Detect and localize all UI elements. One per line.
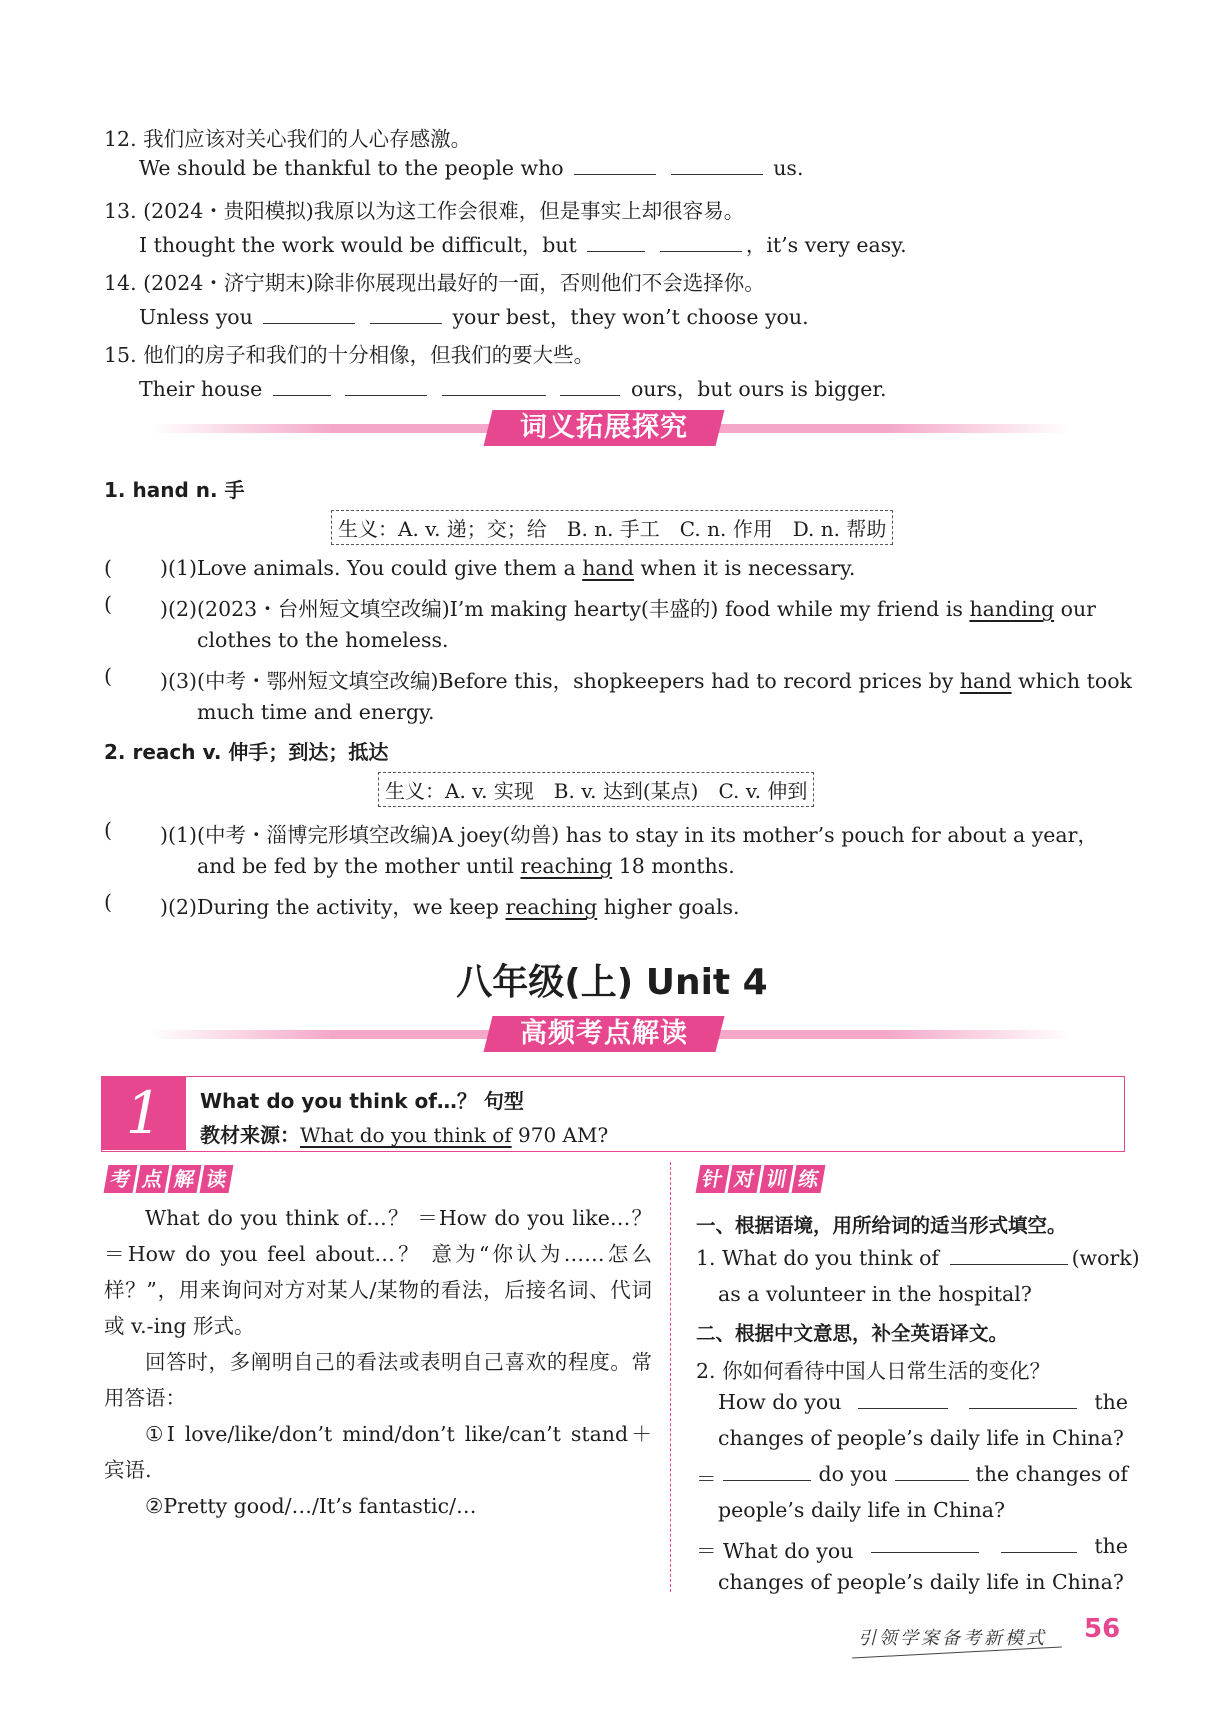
answer-blank[interactable] bbox=[1001, 1534, 1077, 1553]
answer-paren[interactable]: ( bbox=[104, 818, 112, 842]
answer-blank[interactable] bbox=[969, 1390, 1077, 1409]
hand-q2: )(2)(2023・台州短文填空改编)I’m making hearty(丰盛的) food while my friend is handing our bbox=[160, 597, 1096, 621]
point-number: 1 bbox=[102, 1077, 186, 1150]
target-word: handing bbox=[969, 597, 1055, 621]
senses-box-hand: 生义：A. v. 递；交；给 B. n. 手工 C. n. 作用 D. n. 帮助 bbox=[331, 510, 893, 545]
q12-chinese: 12. 我们应该对关心我们的人心存感激。 bbox=[104, 127, 472, 151]
hand-q3-continued: much time and energy. bbox=[197, 700, 435, 724]
target-word: reaching bbox=[520, 854, 613, 878]
q15-english: Their house ours，but ours is bigger. bbox=[139, 377, 887, 401]
practice-q2-line-3: ＝ do you the changes of bbox=[696, 1462, 1128, 1491]
answer-blank[interactable] bbox=[871, 1534, 979, 1553]
tag-practice: 针 对 训 练 bbox=[698, 1165, 823, 1193]
answer-blank[interactable] bbox=[858, 1390, 948, 1409]
point-source: 教材来源：What do you think of 970 AM? bbox=[200, 1123, 609, 1147]
practice-q2-chinese: 2. 你如何看待中国人日常生活的变化？ bbox=[696, 1359, 1051, 1383]
tag-explanation: 考 点 解 读 bbox=[106, 1165, 231, 1193]
reach-q1: )(1)(中考・淄博完形填空改编)A joey(幼兽) has to stay in its mother’s pouch for about a year， bbox=[160, 823, 1098, 847]
q14-chinese: 14. (2024・济宁期末)除非你展现出最好的一面，否则他们不会选择你。 bbox=[104, 271, 765, 295]
point-box bbox=[101, 1076, 1125, 1152]
answer-blank[interactable] bbox=[273, 377, 331, 396]
answer-blank[interactable] bbox=[723, 1462, 811, 1481]
explanation-paragraph: ②Pretty good/…/It’s fantastic/… bbox=[145, 1494, 477, 1518]
explanation-paragraph: ①I love/like/don’t mind/don’t like/can’t stand＋宾语. bbox=[104, 1422, 652, 1482]
answer-paren[interactable]: ( bbox=[104, 556, 112, 580]
word-heading-reach: 2. reach v. 伸手；到达；抵达 bbox=[104, 740, 389, 764]
senses-box-reach: 生义：A. v. 实现 B. v. 达到(某点) C. v. 伸到 bbox=[378, 772, 814, 807]
point-title: What do you think of…？ 句型 bbox=[200, 1089, 524, 1113]
answer-blank[interactable] bbox=[560, 377, 620, 396]
footer-slogan: 引领学案备考新模式 bbox=[858, 1628, 1047, 1649]
practice-section-2: 二、根据中文意思，补全英语译文。 bbox=[696, 1322, 1009, 1345]
practice-q2-line-6: changes of people’s daily life in China? bbox=[718, 1570, 1124, 1594]
target-word: reaching bbox=[505, 895, 598, 919]
answer-paren[interactable]: ( bbox=[104, 664, 112, 688]
q15-chinese: 15. 他们的房子和我们的十分相像，但我们的要大些。 bbox=[104, 343, 595, 367]
practice-q2-line-5: ＝ What do you the bbox=[696, 1534, 1128, 1563]
reach-q1-continued: and be fed by the mother until reaching 18 months. bbox=[197, 854, 735, 878]
answer-blank[interactable] bbox=[442, 377, 546, 396]
hand-q3: )(3)(中考・鄂州短文填空改编)Before this，shopkeepers had to record prices by hand which took bbox=[160, 669, 1132, 693]
answer-blank[interactable] bbox=[370, 305, 442, 324]
explanation-paragraph: 回答时，多阐明自己的看法或表明自己喜欢的程度。常用答语： bbox=[104, 1350, 652, 1410]
word-heading-hand: 1. hand n. 手 bbox=[104, 478, 245, 502]
practice-q2-line-4: people’s daily life in China? bbox=[718, 1498, 1005, 1522]
q13-chinese: 13. (2024・贵阳模拟)我原以为这工作会很难，但是事实上却很容易。 bbox=[104, 199, 745, 223]
answer-blank[interactable] bbox=[263, 305, 355, 324]
hand-q2-continued: clothes to the homeless. bbox=[197, 628, 449, 652]
practice-section-1: 一、根据语境，用所给词的适当形式填空。 bbox=[696, 1214, 1067, 1237]
explanation-column bbox=[104, 1200, 652, 1524]
answer-paren[interactable]: ( bbox=[104, 890, 112, 914]
section-banner-word-meaning: 词义拓展探究 bbox=[484, 410, 725, 446]
answer-blank[interactable] bbox=[895, 1462, 969, 1481]
page-number: 56 bbox=[1084, 1614, 1121, 1644]
q12-english: We should be thankful to the people who us. bbox=[139, 156, 804, 180]
answer-blank[interactable] bbox=[587, 233, 645, 252]
column-divider bbox=[670, 1162, 671, 1592]
practice-q1-continued: as a volunteer in the hospital? bbox=[718, 1282, 1032, 1306]
answer-blank[interactable] bbox=[660, 233, 742, 252]
answer-blank[interactable] bbox=[950, 1246, 1068, 1265]
q13-english: I thought the work would be difficult，but ，it’s very easy. bbox=[139, 233, 907, 257]
practice-q2-line-1: How do you the bbox=[718, 1390, 1128, 1414]
section-banner-key-points: 高频考点解读 bbox=[484, 1016, 725, 1052]
target-word: hand bbox=[959, 669, 1012, 693]
practice-q2-line-2: changes of people’s daily life in China? bbox=[718, 1426, 1124, 1450]
answer-paren[interactable]: ( bbox=[104, 592, 112, 616]
q14-english: Unless you your best，they won’t choose you. bbox=[139, 305, 809, 329]
answer-blank[interactable] bbox=[671, 156, 763, 175]
practice-q1: 1. What do you think of (work) bbox=[696, 1246, 1140, 1270]
explanation-paragraph: What do you think of…？ ＝How do you like…？ ＝How do you feel about…？ 意为“你认为……怎么样？”，用来询问对方对某人/某物的看法，后接名词、代词或 v.-ing 形式。 bbox=[104, 1206, 652, 1338]
hand-q1: )(1)Love animals. You could give them a hand when it is necessary. bbox=[160, 556, 856, 580]
answer-blank[interactable] bbox=[345, 377, 427, 396]
reach-q2: )(2)During the activity，we keep reaching higher goals. bbox=[160, 895, 740, 919]
answer-blank[interactable] bbox=[574, 156, 656, 175]
unit-title: 八年级(上) Unit 4 bbox=[456, 962, 768, 1003]
target-word: hand bbox=[582, 556, 634, 580]
